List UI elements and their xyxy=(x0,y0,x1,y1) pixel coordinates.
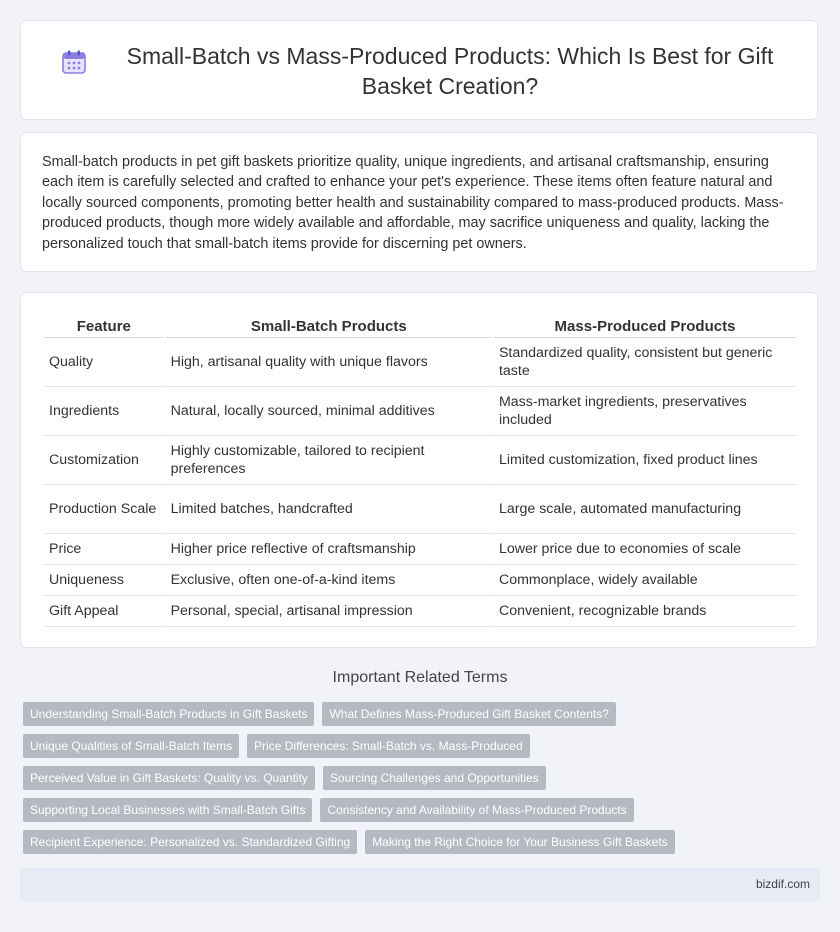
table-cell: Standardized quality, consistent but generic taste xyxy=(494,338,796,387)
table-row xyxy=(44,565,796,596)
footer-bar xyxy=(20,868,820,902)
tag-row xyxy=(23,702,823,726)
table-header-row xyxy=(44,315,796,338)
related-term-tag[interactable]: Making the Right Choice for Your Business Gift Baskets xyxy=(365,830,674,854)
table-cell: Commonplace, widely available xyxy=(494,565,796,596)
table-cell: Natural, locally sourced, minimal additives xyxy=(166,387,492,436)
table-cell: Mass-market ingredients, preservatives included xyxy=(494,387,796,436)
related-term-tag[interactable]: Understanding Small-Batch Products in Gift Baskets xyxy=(23,702,314,726)
tag-row xyxy=(23,766,823,790)
tag-row xyxy=(23,830,823,854)
footer-site-link[interactable]: bizdif.com xyxy=(755,877,810,891)
table-cell: Customization xyxy=(44,436,164,485)
table-cell: Gift Appeal xyxy=(44,596,164,627)
related-term-tag[interactable]: Recipient Experience: Personalized vs. Standardized Gifting xyxy=(23,830,357,854)
title-wrap xyxy=(61,41,797,101)
calendar-icon xyxy=(61,49,87,75)
table-cell: High, artisanal quality with unique flavors xyxy=(166,338,492,387)
table-cell: Lower price due to economies of scale xyxy=(494,534,796,565)
comparison-card xyxy=(20,292,818,648)
header-small-batch: Small-Batch Products xyxy=(166,315,492,338)
table-cell: Production Scale xyxy=(44,485,164,534)
table-cell: Personal, special, artisanal impression xyxy=(166,596,492,627)
table-cell: Quality xyxy=(44,338,164,387)
related-term-tag[interactable]: What Defines Mass-Produced Gift Basket Contents? xyxy=(322,702,615,726)
header-mass-produced: Mass-Produced Products xyxy=(494,315,796,338)
table-row xyxy=(44,485,796,534)
table-cell: Limited batches, handcrafted xyxy=(166,485,492,534)
tag-row xyxy=(23,798,823,822)
table-cell: Exclusive, often one-of-a-kind items xyxy=(166,565,492,596)
related-term-tag[interactable]: Consistency and Availability of Mass-Produced Products xyxy=(320,798,633,822)
comparison-table xyxy=(42,315,798,627)
related-terms-title: Important Related Terms xyxy=(332,669,508,686)
related-term-tag[interactable]: Sourcing Challenges and Opportunities xyxy=(323,766,546,790)
related-term-tag[interactable]: Unique Qualities of Small-Batch Items xyxy=(23,734,239,758)
table-row xyxy=(44,596,796,627)
table-cell: Limited customization, fixed product lines xyxy=(494,436,796,485)
tag-row xyxy=(23,734,823,758)
header-card xyxy=(20,20,818,120)
table-cell: Uniqueness xyxy=(44,565,164,596)
intro-card xyxy=(20,132,818,272)
table-row xyxy=(44,436,796,485)
table-cell: Highly customizable, tailored to recipient preferences xyxy=(166,436,492,485)
table-cell: Price xyxy=(44,534,164,565)
table-cell: Higher price reflective of craftsmanship xyxy=(166,534,492,565)
intro-paragraph: Small-batch products in pet gift baskets prioritize quality, unique ingredients, and artisanal craftsmanship, ensuring each item is carefully selected and crafted to enhance your pet's experience. These items often feature natural and locally sourced components, promoting better health and sustainability compared to mass-produced products. Mass-produced products, though more widely available and affordable, may sacrifice uniqueness and quality, lacking the personalized touch that small-batch items provide for discerning pet owners. xyxy=(42,154,784,252)
page-title: Small-Batch vs Mass-Produced Products: Which Is Best for Gift Basket Creation? xyxy=(126,43,774,99)
related-terms-list xyxy=(23,702,823,862)
table-cell: Large scale, automated manufacturing xyxy=(494,485,796,534)
related-term-tag[interactable]: Price Differences: Small-Batch vs. Mass-Produced xyxy=(247,734,530,758)
table-row xyxy=(44,338,796,387)
related-term-tag[interactable]: Perceived Value in Gift Baskets: Quality vs. Quantity xyxy=(23,766,315,790)
table-row xyxy=(44,387,796,436)
table-cell: Convenient, recognizable brands xyxy=(494,596,796,627)
table-row xyxy=(44,534,796,565)
related-term-tag[interactable]: Supporting Local Businesses with Small-Batch Gifts xyxy=(23,798,312,822)
header-feature: Feature xyxy=(44,315,164,338)
table-cell: Ingredients xyxy=(44,387,164,436)
